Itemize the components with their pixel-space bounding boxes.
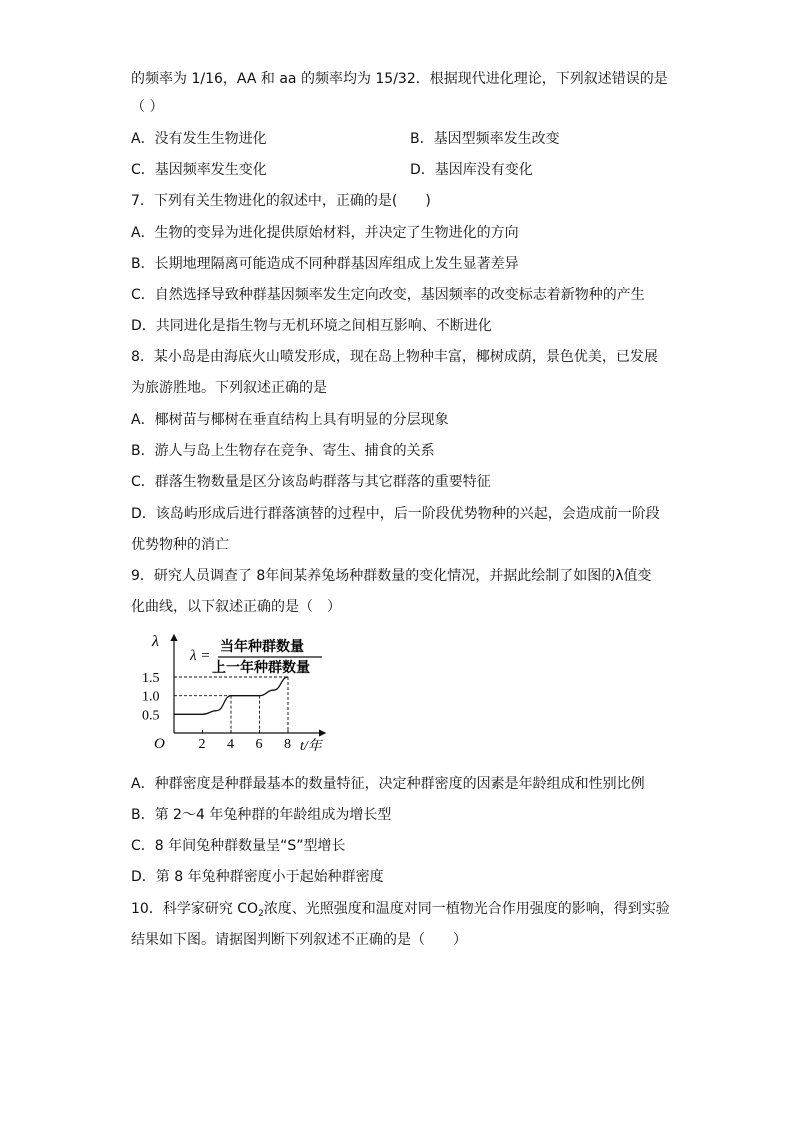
q7-option-b: B．长期地理隔离可能造成不同种群基因库组成上发生显著差异 (131, 256, 519, 272)
y-tick-label: 0.5 (142, 708, 160, 724)
x-axis-label: t/年 (300, 739, 322, 754)
origin-label: O (154, 736, 165, 752)
q7-option-c: C．自然选择导致种群基因频率发生定向改变，基因频率的改变标志着新物种的产生 (131, 287, 645, 303)
x-tick-label: 8 (284, 737, 291, 752)
q8-option-a: A．椰树苗与椰树在垂直结构上具有明显的分层现象 (131, 412, 449, 428)
y-axis-label: λ (152, 633, 159, 650)
formula-denominator: 上一年种群数量 (212, 661, 310, 676)
q8-stem-line-2: 为旅游胜地。下列叙述正确的是 (131, 380, 327, 396)
x-tick-label: 2 (198, 737, 206, 752)
q7-option-d: D．共同进化是指生物与无机环境之间相互影响、不断进化 (131, 318, 492, 334)
intro-option-d: D．基因库没有变化 (410, 162, 533, 178)
q9-option-a: A．种群密度是种群最基本的数量特征，决定种群密度的因素是年龄组成和性别比例 (131, 776, 645, 792)
intro-line-2: （ ） (131, 99, 164, 115)
formula-numerator: 当年种群数量 (220, 640, 304, 655)
q9-stem-line-1: 9．研究人员调查了 8年间某养兔场种群数量的变化情况，并据此绘制了如图的λ值变 (131, 568, 652, 584)
q8-option-d-line-2: 优势物种的消亡 (131, 537, 229, 553)
x-tick-label: 6 (255, 737, 263, 752)
lambda-chart (140, 630, 340, 755)
formula-lhs: λ = (190, 648, 211, 664)
co2-subscript: 2 (258, 909, 264, 919)
intro-line-1: 的频率为 1/16，AA 和 aa 的频率均为 15/32．根据现代进化理论，下列叙述错误的是 (131, 71, 668, 87)
q7-stem: 7．下列有关生物进化的叙述中，正确的是( ) (131, 193, 431, 209)
intro-option-b: B．基因型频率发生改变 (410, 131, 560, 147)
q10-stem-pre: 10．科学家研究 CO (131, 901, 259, 917)
intro-option-c: C．基因频率发生变化 (131, 162, 267, 178)
q9-option-b: B．第 2～4 年兔种群的年龄组成为增长型 (131, 807, 392, 823)
q8-stem-line-1: 8．某小岛是由海底火山喷发形成，现在岛上物种丰富，椰树成荫，景色优美，已发展 (131, 349, 658, 365)
q10-stem-post: 浓度、光照强度和温度对同一植物光合作用强度的影响，得到实验 (263, 901, 670, 917)
q9-stem-line-2: 化曲线，以下叙述正确的是（ ） (131, 599, 341, 615)
q8-option-d-line-1: D．该岛屿形成后进行群落演替的过程中，后一阶段优势物种的兴起，会造成前一阶段 (131, 506, 660, 522)
q8-option-b: B．游人与岛上生物存在竞争、寄生、捕食的关系 (131, 443, 435, 459)
intro-option-a: A．没有发生生物进化 (131, 131, 267, 147)
x-tick-label: 4 (227, 737, 234, 752)
q10-stem-line-1 (131, 900, 670, 918)
y-tick-label: 1.0 (142, 689, 160, 705)
q7-option-a: A．生物的变异为进化提供原始材料，并决定了生物进化的方向 (131, 225, 519, 241)
q9-option-d: D．第 8 年兔种群密度小于起始种群密度 (131, 869, 384, 885)
q10-stem-line-2: 结果如下图。请据图判断下列叙述不正确的是（ ） (131, 932, 467, 948)
q9-option-c: C．8 年间兔种群数量呈“S”型增长 (131, 838, 346, 854)
y-tick-label: 1.5 (142, 671, 160, 686)
q8-option-c: C．群落生物数量是区分该岛屿群落与其它群落的重要特征 (131, 474, 491, 490)
